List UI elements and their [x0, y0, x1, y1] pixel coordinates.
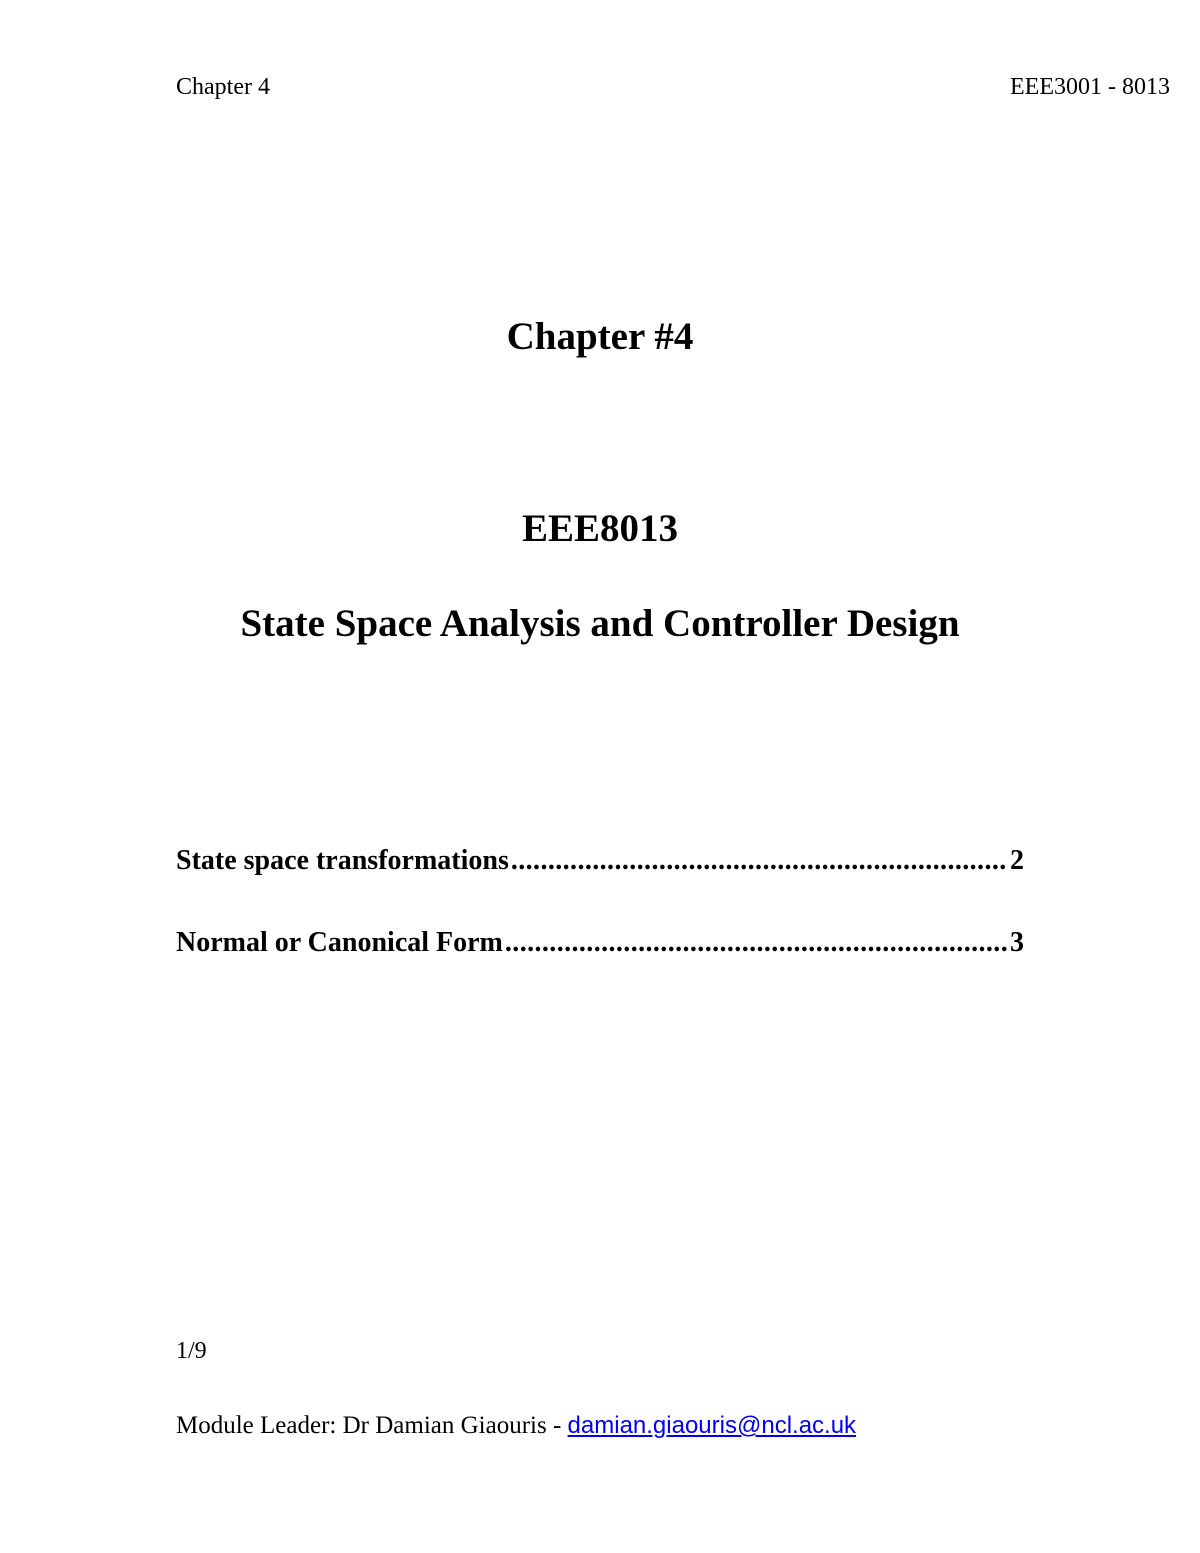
- toc-dot-leader: [505, 925, 1008, 961]
- header-chapter: Chapter 4: [176, 74, 270, 100]
- module-code: EEE8013: [521, 507, 679, 550]
- toc-entry-page: 3: [1010, 927, 1024, 958]
- table-of-contents: [176, 843, 1024, 1007]
- footer: [176, 1410, 856, 1442]
- toc-entry-label: Normal or Canonical Form: [176, 927, 503, 958]
- toc-entry-label: State space transformations: [176, 845, 509, 876]
- module-name: State Space Analysis and Controller Design: [240, 602, 960, 645]
- toc-dot-leader: [511, 843, 1008, 879]
- toc-entry-page: 2: [1010, 845, 1024, 876]
- email-link[interactable]: damian.giaouris@ncl.ac.uk: [567, 1412, 857, 1439]
- toc-entry-normal-canonical-form[interactable]: [176, 925, 1024, 961]
- chapter-title: Chapter #4: [506, 315, 694, 358]
- toc-entry-state-space-transformations[interactable]: [176, 843, 1024, 879]
- footer-module-leader: Module Leader: Dr Damian Giaouris -: [176, 1412, 568, 1439]
- header-course-code: EEE3001 - 8013: [1010, 74, 1170, 100]
- page-number: 1/9: [176, 1338, 207, 1364]
